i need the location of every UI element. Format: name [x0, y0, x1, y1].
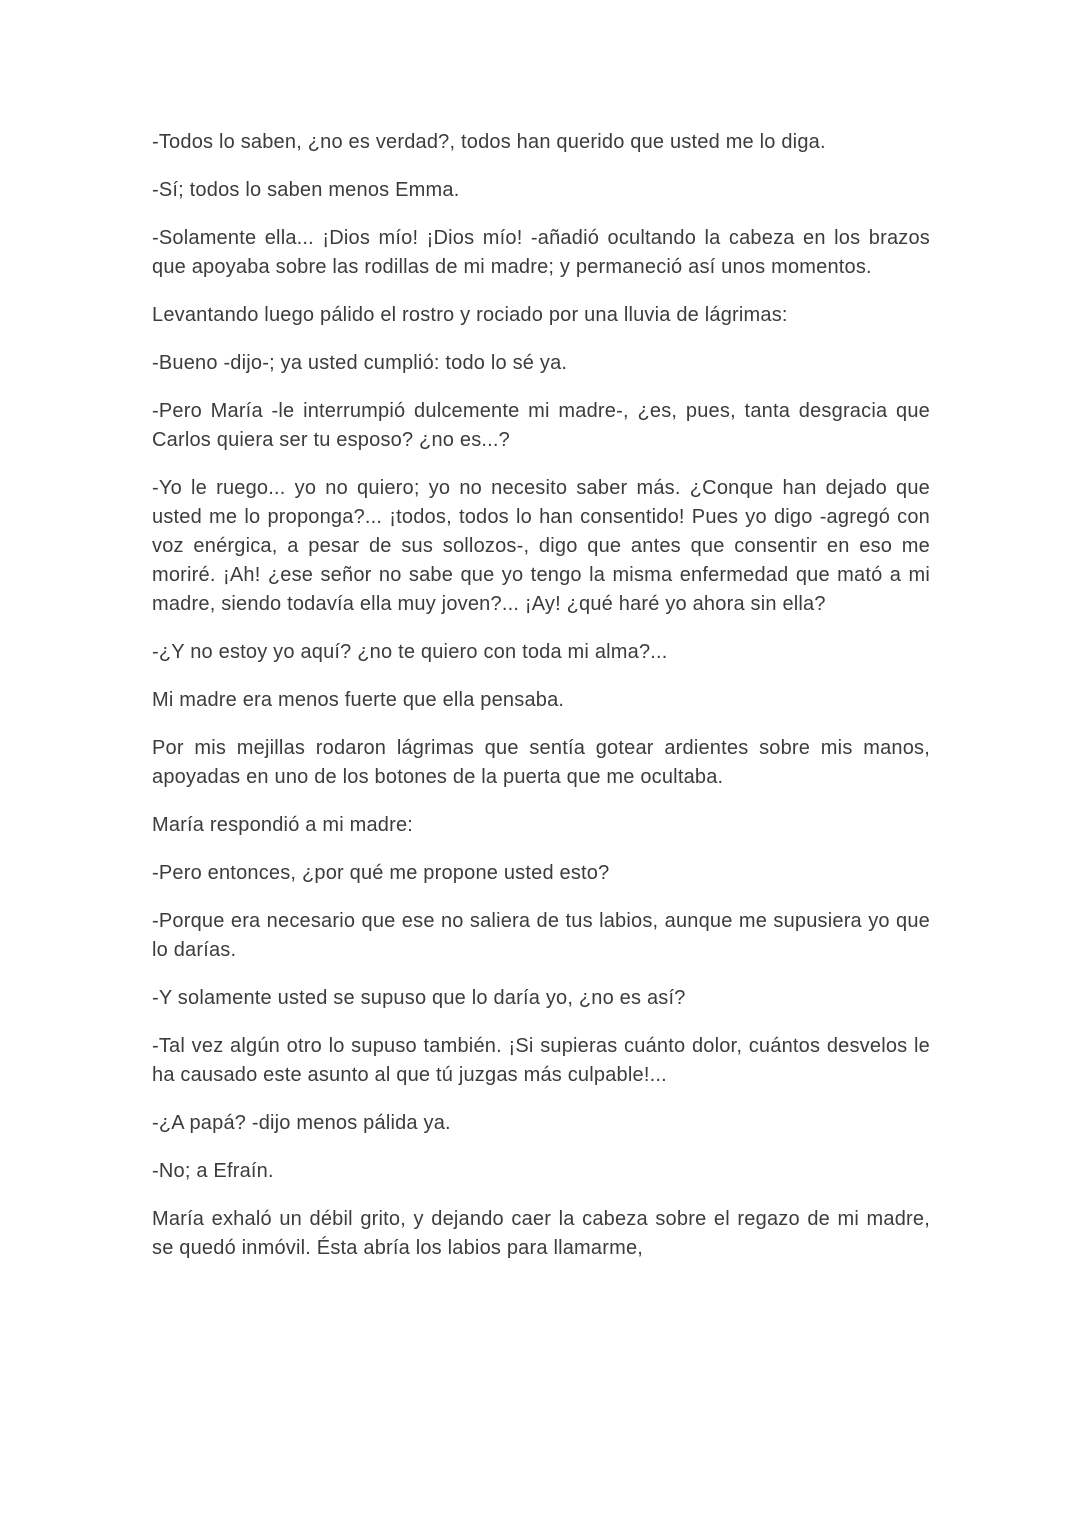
paragraph: -¿Y no estoy yo aquí? ¿no te quiero con toda mi alma?... — [152, 641, 668, 663]
paragraph: María respondió a mi madre: — [152, 814, 414, 836]
paragraph: Por mis mejillas rodaron lágrimas que sentía gotear ardientes sobre mis manos, apoyadas en uno de los botones de la puerta que me ocultaba. — [152, 737, 930, 788]
paragraph: -Sí; todos lo saben menos Emma. — [152, 179, 460, 201]
paragraph: -Pero entonces, ¿por qué me propone usted esto? — [152, 862, 610, 884]
paragraph: -Todos lo saben, ¿no es verdad?, todos han querido que usted me lo diga. — [152, 131, 826, 153]
paragraph: -Porque era necesario que ese no saliera de tus labios, aunque me supusiera yo que lo darías. — [152, 910, 930, 961]
paragraph: Levantando luego pálido el rostro y rociado por una lluvia de lágrimas: — [152, 304, 788, 326]
paragraph: -¿A papá? -dijo menos pálida ya. — [152, 1112, 451, 1134]
paragraph: María exhaló un débil grito, y dejando caer la cabeza sobre el regazo de mi madre, se quedó inmóvil. Ésta abría los labios para llamarme, — [152, 1208, 930, 1259]
paragraph: Mi madre era menos fuerte que ella pensaba. — [152, 689, 565, 711]
paragraph: -Y solamente usted se supuso que lo daría yo, ¿no es así? — [152, 987, 686, 1009]
paragraph: -Yo le ruego... yo no quiero; yo no necesito saber más. ¿Conque han dejado que usted me lo proponga?... ¡todos, todos lo han consentido! Pues yo digo -agregó con voz enérgica, a pesar de sus sollozos-, digo que antes que consentir en eso me moriré. ¡Ah! ¿ese señor no sabe que yo tengo la misma enfermedad que mató a mi madre, siendo todavía ella muy joven?... ¡Ay! ¿qué haré yo ahora sin ella? — [152, 477, 930, 615]
paragraph: -Bueno -dijo-; ya usted cumplió: todo lo sé ya. — [152, 352, 568, 374]
paragraph: -Tal vez algún otro lo supuso también. ¡Si supieras cuánto dolor, cuántos desvelos le ha causado este asunto al que tú juzgas más culpable!... — [152, 1035, 930, 1086]
paragraph: -No; a Efraín. — [152, 1160, 274, 1182]
paragraph: -Solamente ella... ¡Dios mío! ¡Dios mío! -añadió ocultando la cabeza en los brazos que apoyaba sobre las rodillas de mi madre; y permaneció así unos momentos. — [152, 227, 930, 278]
paragraph: -Pero María -le interrumpió dulcemente mi madre-, ¿es, pues, tanta desgracia que Carlos quiera ser tu esposo? ¿no es...? — [152, 400, 930, 451]
